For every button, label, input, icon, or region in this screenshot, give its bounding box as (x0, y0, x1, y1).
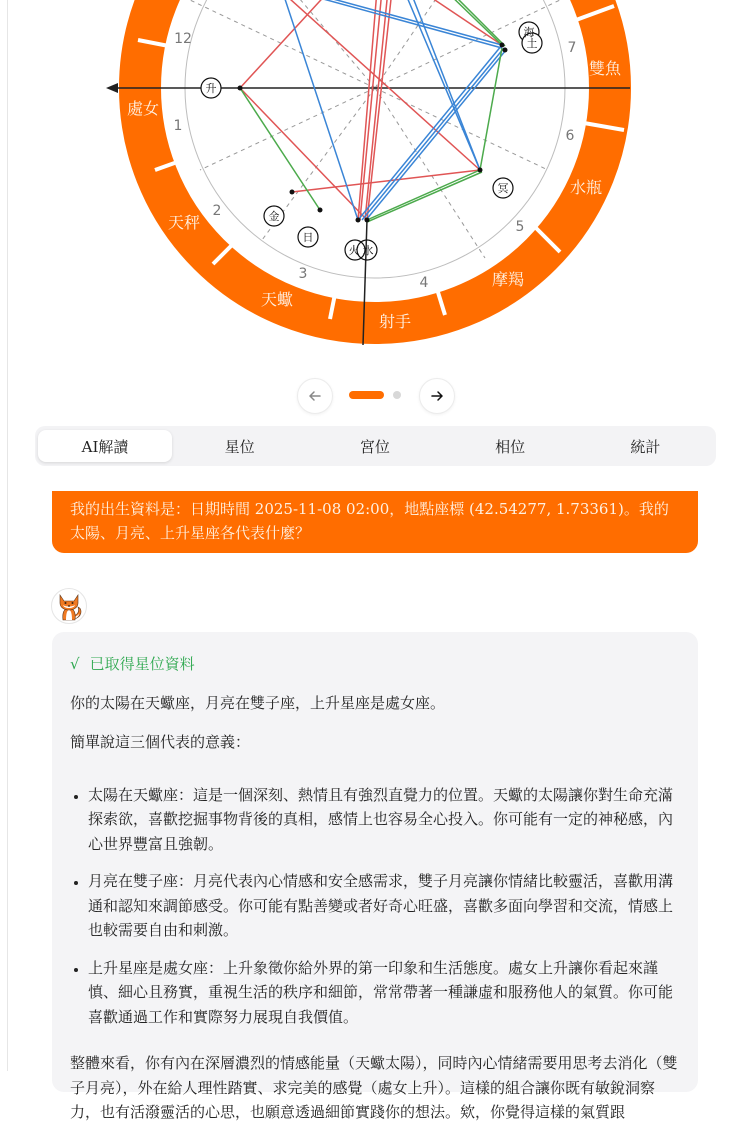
zodiac-label: 天蠍 (260, 290, 294, 309)
zodiac-label: 天秤 (167, 213, 201, 232)
tab-planet-positions[interactable]: 星位 (224, 437, 255, 456)
saturn-glyph-icon[interactable]: 土 (526, 37, 538, 50)
user-message-bubble: 我的出生資料是：日期時間 2025-11-08 02:00，地點座標 (42.54277, 1.73361)。我的太陽、月亮、上升星座各代表什麼？ (52, 491, 698, 553)
natal-chart-svg (0, 0, 740, 360)
house-number: 2 (212, 203, 222, 219)
house-number: 3 (298, 266, 308, 282)
tool-status (70, 652, 680, 677)
house-number: 6 (565, 128, 575, 144)
sun-glyph-icon[interactable]: 日 (302, 231, 314, 244)
fox-avatar-icon (52, 589, 86, 623)
house-number: 4 (419, 275, 429, 291)
tool-status-text: 已取得星位資料 (89, 655, 195, 673)
mercury-glyph-icon[interactable]: 水 (362, 244, 374, 257)
zodiac-labels (127, 59, 622, 331)
neptune-glyph-icon[interactable]: 海 (523, 26, 535, 39)
reply-intro: 你的太陽在天蠍座，月亮在雙子座，上升星座是處女座。 (70, 693, 446, 712)
house-number: 5 (515, 219, 525, 235)
mars-glyph-icon[interactable]: 火 (348, 244, 360, 257)
house-number: 1 (173, 118, 183, 134)
check-icon: √ (70, 655, 80, 673)
chart-pager (0, 378, 740, 414)
previous-chart-button[interactable] (297, 378, 333, 414)
assistant-reply-card (52, 632, 698, 1121)
zodiac-label: 處女 (126, 99, 160, 118)
ascendant-glyph-icon[interactable]: 升 (205, 82, 217, 95)
ascendant-arrow-icon (106, 83, 118, 93)
tab-aspects[interactable]: 相位 (495, 437, 526, 456)
result-tabs (35, 426, 716, 466)
reply-bullet-list (70, 783, 680, 1030)
planet-points (238, 43, 508, 223)
fox-avatar (51, 588, 87, 624)
reply-summary: 整體來看，你有內在深層濃烈的情感能量（天蠍太陽），同時內心情緒需要用思考去消化（雙子月亮），外在給人理性踏實、求完美的感覺（處女上升）。這樣的組合讓你既有敏銳洞察力，也有活潑靈活的心思，也願意透過細節實踐你的想法。欸，你覺得這樣的氣質跟 (70, 1054, 678, 1121)
arrow-right-icon (429, 388, 445, 404)
list-item: • 上升星座是處女座：上升象徵你給外界的第一印象和生活態度。處女上升讓你看起來謹慎、細心且務實，重視生活的秩序和細節，常常帶著一種謙虛和服務他人的氣質。你可能喜歡通過工作和實際努力展現自我價值。 (88, 956, 680, 1030)
pluto-glyph-icon[interactable]: 冥 (497, 182, 509, 195)
list-item: • 太陽在天蠍座：這是一個深刻、熱情且有強烈直覺力的位置。天蠍的太陽讓你對生命充滿探索欲，喜歡挖掘事物背後的真相，感情上也容易全心投入。你可能有一定的神秘感，內心世界豐富且強韌。 (88, 783, 680, 857)
pager-dot-active[interactable] (349, 391, 384, 399)
tab-statistics[interactable]: 統計 (630, 437, 661, 456)
venus-glyph-icon[interactable]: 金 (268, 210, 280, 223)
reply-lead: 簡單說這三個代表的意義： (70, 733, 251, 751)
aspect-lines (240, 0, 506, 222)
next-chart-button[interactable] (419, 378, 455, 414)
house-number: 7 (567, 40, 577, 56)
zodiac-label: 摩羯 (491, 270, 525, 289)
house-number: 12 (174, 31, 192, 47)
pager-dot[interactable] (393, 391, 401, 399)
zodiac-label: 射手 (378, 312, 412, 331)
tab-houses[interactable]: 宮位 (359, 437, 390, 456)
house-circle (185, 0, 565, 278)
zodiac-label: 水瓶 (569, 178, 603, 197)
arrow-left-icon (307, 388, 323, 404)
list-item: • 月亮在雙子座：月亮代表內心情感和安全感需求，雙子月亮讓你情緒比較靈活，喜歡用溝通和認知來調節感受。你可能有點善變或者好奇心旺盛，喜歡多面向學習和交流，情感上也較需要自由和刺激。 (88, 869, 680, 943)
tab-ai-reading[interactable]: AI解讀 (38, 430, 172, 462)
zodiac-label: 雙魚 (588, 59, 622, 78)
natal-chart (0, 0, 740, 360)
